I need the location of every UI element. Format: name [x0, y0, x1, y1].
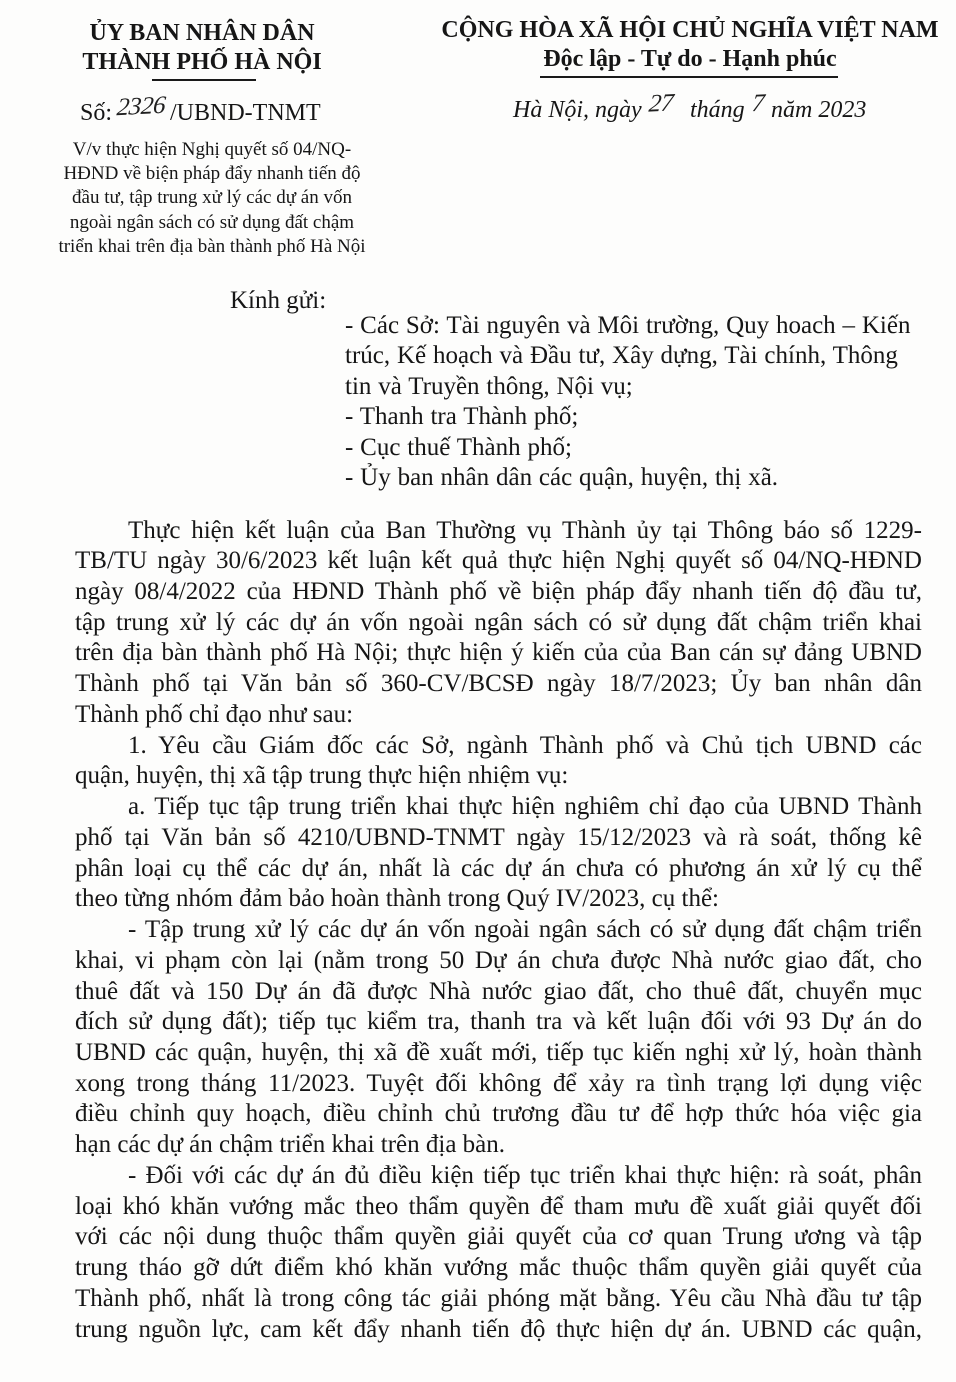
date-handwritten-day: 27: [647, 89, 675, 118]
subject-line: V/v thực hiện Nghị quyết số 04/NQ-: [72, 139, 352, 160]
subject-line: HĐND về biện pháp đẩy nhanh tiến độ: [63, 163, 361, 185]
recipient-line: - Cục thuế Thành phố;: [345, 433, 572, 461]
body-line: trung nguồn lực, cam kết đẩy nhanh tiến độ thực hiện dự án. UBND các quận,: [75, 1315, 922, 1343]
national-motto: Độc lập - Tự do - Hạnh phúc: [543, 46, 837, 72]
body-line: - Tập trung xử lý các dự án vốn ngoài ngân sách có sử dụng đất chậm triển: [128, 916, 922, 944]
recipient-line: tin và Truyền thông, Nội vụ;: [345, 372, 633, 400]
body-line: thuê đất và 150 Dự án đã được Nhà nước giao đất, cho thuê đất, chuyển mục: [75, 977, 922, 1005]
body-line: a. Tiếp tục tập trung triển khai thực hiện nghiêm chỉ đạo của UBND Thành: [128, 793, 922, 821]
body-line: TB/TU ngày 30/6/2023 kết luận kết quả thực hiện Nghị quyết số 04/NQ-HĐND: [75, 547, 922, 575]
body-line: khai, vi phạm còn lại (nằm trong 50 Dự án chưa được Nhà nước giao đất, cho: [75, 946, 922, 974]
nation-name: CỘNG HÒA XÃ HỘI CHỦ NGHĨA VIỆT NAM: [441, 17, 939, 43]
body-paragraph: [75, 792, 922, 915]
reference-prefix: Số:: [80, 100, 113, 126]
recipient-line: - Ủy ban nhân dân các quận, huyện, thị xã.: [345, 464, 779, 492]
agency-name-line2: THÀNH PHỐ HÀ NỘI: [82, 49, 322, 75]
body-line: Thành phố chỉ đạo như sau:: [75, 700, 354, 728]
agency-underline: [152, 79, 256, 81]
subject-line: triển khai trên địa bàn thành phố Hà Nội: [58, 235, 366, 257]
body-line: 1. Yêu cầu Giám đốc các Sở, ngành Thành phố và Chủ tịch UBND các: [128, 731, 922, 759]
date-year: năm 2023: [771, 97, 867, 123]
reference-suffix: /UBND-TNMT: [170, 100, 321, 126]
body-line: đích sử dụng đất); tiếp tục kiểm tra, thanh tra và kết luận đối với 93 Dự án do: [75, 1008, 922, 1036]
reference-handwritten-number: 2326: [115, 91, 167, 122]
issuing-agency: [40, 19, 364, 77]
body-line: UBND các quận, huyện, thị xã đề xuất mới, tiếp tục kiến nghị xử lý, hoàn thành: [75, 1038, 922, 1066]
body-line: trung tháo gỡ dứt điểm khó khăn vướng mắc thuộc thẩm quyền giải quyết của: [75, 1254, 922, 1282]
body-paragraph: [75, 731, 922, 792]
body-line: loại khó khăn vướng mắc theo thẩm quyền để tham mưu đề xuất giải quyết đối: [75, 1192, 922, 1220]
national-header: [428, 16, 952, 74]
body-line: phân loại cụ thể các dự án, nhất là các dự án chưa có phương án xử lý cụ thể: [75, 854, 922, 882]
subject-line: ngoài ngân sách có sử dụng đất chậm: [69, 211, 355, 233]
body-line: theo từng nhóm đảm bảo hoàn thành trong Quý IV/2023, cụ thể:: [75, 885, 719, 913]
body-paragraph: [75, 516, 922, 731]
subject-block: [40, 138, 384, 259]
date-month-label: tháng: [690, 97, 745, 123]
agency-name-line1: ỦY BAN NHÂN DÂN: [89, 20, 315, 46]
document-body: [75, 516, 922, 1346]
body-line: quận, huyện, thị xã tập trung thực hiện nhiệm vụ:: [75, 762, 569, 790]
date-prefix: Hà Nội, ngày: [513, 97, 642, 123]
body-line: - Đối với các dự án đủ điều kiện tiếp tục triển khai thực hiện: rà soát, phân: [128, 1161, 922, 1189]
body-line: tập trung xử lý các dự án vốn ngoài ngân sách có sử dụng đất chậm triển khai: [75, 608, 922, 636]
recipient-line: - Các Sở: Tài nguyên và Môi trường, Quy hoach – Kiến: [345, 311, 911, 339]
body-line: điều chỉnh quy hoạch, điều chỉnh chủ trương đầu tư để hợp thức hóa việc gia: [75, 1100, 922, 1128]
body-line: Thực hiện kết luận của Ban Thường vụ Thành ủy tại Thông báo số 1229-: [128, 516, 922, 544]
recipient-line: - Thanh tra Thành phố;: [345, 403, 579, 431]
recipients-list: [345, 311, 910, 495]
body-line: phố tại Văn bản số 4210/UBND-TNMT ngày 15/12/2023 và rà soát, thống kê: [75, 823, 922, 851]
body-line: Thành phố, nhất là trong công tác giải phóng mặt bằng. Yêu cầu Nhà đầu tư tập: [75, 1284, 922, 1312]
recipient-line: trúc, Kế hoạch và Đầu tư, Xây dựng, Tài chính, Thông: [345, 342, 898, 370]
body-paragraph: [75, 1161, 922, 1345]
body-line: ngày 08/4/2022 của HĐND Thành phố về biện pháp đẩy nhanh tiến độ đầu tư,: [75, 577, 922, 605]
date-handwritten-month: 7: [750, 89, 766, 118]
motto-underline: [540, 76, 838, 78]
subject-line: đầu tư, tập trung xử lý các dự án vốn: [72, 187, 352, 209]
body-line: xong trong tháng 11/2023. Tuyệt đối không để xảy ra tình trạng lợi dụng việc: [75, 1069, 922, 1097]
body-paragraph: [75, 915, 922, 1161]
body-line: hạn các dự án chậm triển khai trên địa bàn.: [75, 1131, 506, 1159]
body-line: trên địa bàn thành phố Hà Nội; thực hiện ý kiến của của Ban cán sự đảng UBND: [75, 639, 922, 667]
body-line: với các nội dung thuộc thẩm quyền giải quyết của cơ quan Trung ương và tập: [75, 1223, 922, 1251]
body-line: Thành phố tại Văn bản số 360-CV/BCSĐ ngày 18/7/2023; Ủy ban nhân dân: [75, 670, 922, 698]
recipients-label: Kính gửi:: [230, 286, 327, 314]
